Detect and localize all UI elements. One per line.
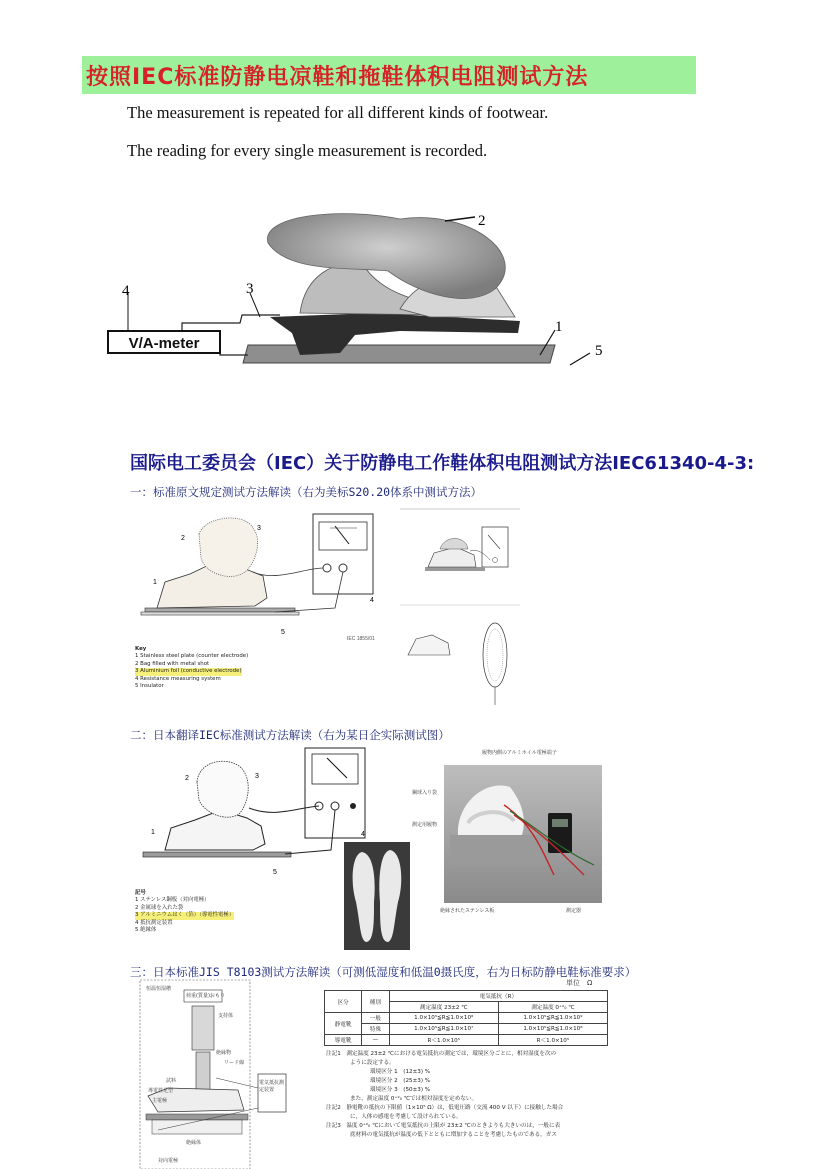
photo-label-meter: 測定器 xyxy=(566,908,582,914)
table-row xyxy=(325,1024,608,1035)
iec-shoe-test-diagram xyxy=(135,512,390,642)
part3-heading: 三：日本标准JIS T8103测试方法解读（可测低湿度和低温0摄氏度，右为日标防静电鞋标准要求） xyxy=(130,965,637,979)
jp-key-item: 5 絶縁体 xyxy=(135,927,157,934)
table-cell: 1.0×10⁵≦R≦1.0×10⁷ xyxy=(389,1024,498,1035)
jis-resistance-table xyxy=(324,990,608,1046)
note-line: 環境区分 1 (12±3) % xyxy=(370,1069,431,1075)
note-line: 注記2 静電靴の抵抗の下限値（1×10⁵ Ω）は，低電圧路（交流 400 V 以下）に接触した場合 xyxy=(326,1105,564,1111)
jis-label-foot: 導電性足型 xyxy=(148,1088,174,1094)
callout-4: 4 xyxy=(122,283,130,299)
table-cell: 特殊 xyxy=(362,1024,390,1035)
jp-key-item: 1 ステンレス鋼板（対向電極） xyxy=(135,897,210,904)
table-header: 区分 xyxy=(325,991,362,1013)
note-line: また，測定温度 0⁺²₀ ℃では相対湿度を定めない。 xyxy=(350,1096,478,1102)
table-header: 種別 xyxy=(362,991,390,1013)
jis-notes xyxy=(326,1050,616,1140)
table-cell: 静電靴 xyxy=(325,1013,362,1035)
jis-label-weight: 荷重(質量)おもり xyxy=(186,993,225,999)
iec-key-item: 5 Insulator xyxy=(135,683,164,690)
iec-key-title: Key xyxy=(135,646,147,652)
part1-heading: 一：标准原文规定测试方法解读（右为美标S20.20体系中测试方法） xyxy=(130,485,483,499)
table-header: 電気抵抗（R） xyxy=(389,991,607,1002)
table-row xyxy=(325,1013,608,1024)
iec-callout-4: 4 xyxy=(370,597,374,604)
table-unit: 単位 Ω xyxy=(566,979,593,987)
table-cell: 1.0×10⁵≦R≦1.0×10⁹ xyxy=(498,1013,607,1024)
jis-label-meter: 電気抵抗測定装置 xyxy=(259,1080,285,1093)
photo-label-bag: 鋼球入り袋 xyxy=(412,790,438,796)
iec-key-item: 3 Aluminium foil (conductive electrode) xyxy=(135,668,242,675)
jis-label-counter-electrode: 対向電極 xyxy=(158,1158,179,1164)
iec-callout-3: 3 xyxy=(257,525,261,532)
jis-label-support: 支持体 xyxy=(218,1013,234,1019)
note-line: 注記3 温度 0⁺²₀ ℃において電気抵抗の上限が 23±2 ℃のときよりも大きいのは，一般に表 xyxy=(326,1123,561,1129)
table-row xyxy=(325,1035,608,1046)
jis-label-chamber: 恒温恒湿槽 xyxy=(146,986,172,992)
table-cell: R＜1.0×10⁵ xyxy=(498,1035,607,1046)
table-cell: 導電靴 xyxy=(325,1035,362,1046)
table-cell: 1.0×10⁵≦R≦1.0×10⁸ xyxy=(498,1024,607,1035)
intro-line-2: The reading for every single measurement is recorded. xyxy=(127,141,488,160)
iec-key-item: 1 Stainless steel plate (counter electrode) xyxy=(135,653,249,660)
jp-callout-5: 5 xyxy=(273,869,277,876)
iec-figure-ref: IEC 1855/01 xyxy=(347,636,375,642)
table-cell: 一般 xyxy=(362,1013,390,1024)
callout-2: 2 xyxy=(478,213,486,229)
table-cell: 1.0×10⁵≦R≦1.0×10⁸ xyxy=(389,1013,498,1024)
iec-key xyxy=(135,646,335,690)
jp-callout-2: 2 xyxy=(185,775,189,782)
iec-key-item: 4 Resistance measuring system xyxy=(135,675,221,682)
callout-3: 3 xyxy=(246,281,254,297)
jp-test-photo xyxy=(444,765,602,903)
banner-title: 按照IEC标准防静电凉鞋和拖鞋体积电阻测试方法 xyxy=(82,56,696,94)
jp-callout-4: 4 xyxy=(361,831,365,838)
note-line: 環境区分 3 (50±3) % xyxy=(370,1087,431,1093)
note-line: ように設定する。 xyxy=(350,1060,395,1066)
table-cell: R＜1.0×10⁵ xyxy=(389,1035,498,1046)
iec-callout-2: 2 xyxy=(181,535,185,542)
jis-test-diagram xyxy=(138,980,288,1169)
photo-label-top: 履物内側のアルミホイル電極端子 xyxy=(482,750,557,756)
jis-label-sample: 試料 xyxy=(166,1078,177,1084)
jp-key-item: 2 金属球を入れた袋 xyxy=(135,904,184,911)
jis-label-insulator-2: 絶縁体 xyxy=(186,1140,202,1146)
callout-1: 1 xyxy=(555,319,563,335)
jp-key-item: 3 アルミニウムはく（箔）（導電性電極） xyxy=(135,912,235,919)
callout-5: 5 xyxy=(595,343,603,359)
note-line: 注記1 測定温度 23±2 ℃における電気抵抗の測定では，環境区分ごとに，相対湿度を次の xyxy=(326,1051,557,1057)
sandal-test-diagram xyxy=(100,205,630,375)
table-subheader: 測定温度 23±2 ℃ xyxy=(389,1002,498,1013)
note-line: 底材料の電気抵抗が温度の低下とともに増加することを考慮したものである。ガス xyxy=(350,1132,557,1138)
jis-label-insulator: 絶縁物 xyxy=(216,1050,232,1056)
iec-callout-1: 1 xyxy=(153,579,157,586)
jp-key-title: 記号 xyxy=(135,890,146,896)
jp-key-item: 4 抵抗測定装置 xyxy=(135,919,173,926)
part2-heading: 二：日本翻译IEC标准测试方法解读（右为某日企实际测试图） xyxy=(130,728,450,742)
table-subheader: 測定温度 0⁺²₀ ℃ xyxy=(498,1002,607,1013)
photo-label-footwear: 測定用履物 xyxy=(412,822,438,828)
jp-callout-1: 1 xyxy=(151,829,155,836)
photo-label-plate: 絶縁されたステンレス板 xyxy=(440,908,495,914)
insole-photo xyxy=(344,842,410,950)
meter-label: V/A-meter xyxy=(128,335,200,352)
iec-callout-5: 5 xyxy=(281,629,285,636)
table-cell: — xyxy=(362,1035,390,1046)
section-title: 国际电工委员会（IEC）关于防静电工作鞋体积电阻测试方法IEC61340-4-3: xyxy=(130,453,755,474)
jis-label-main-electrode: 主電極 xyxy=(152,1098,168,1104)
iec-key-item: 2 Bag filled with metal shot xyxy=(135,660,210,667)
s2020-test-diagram xyxy=(400,505,525,710)
note-line: に，人体の感電を考慮して設けられている。 xyxy=(350,1114,462,1120)
intro-line-1: The measurement is repeated for all different kinds of footwear. xyxy=(127,103,549,122)
jp-callout-3: 3 xyxy=(255,773,259,780)
jis-label-lead: リード線 xyxy=(224,1060,245,1066)
jp-key xyxy=(135,890,335,934)
note-line: 環境区分 2 (25±3) % xyxy=(370,1078,431,1084)
